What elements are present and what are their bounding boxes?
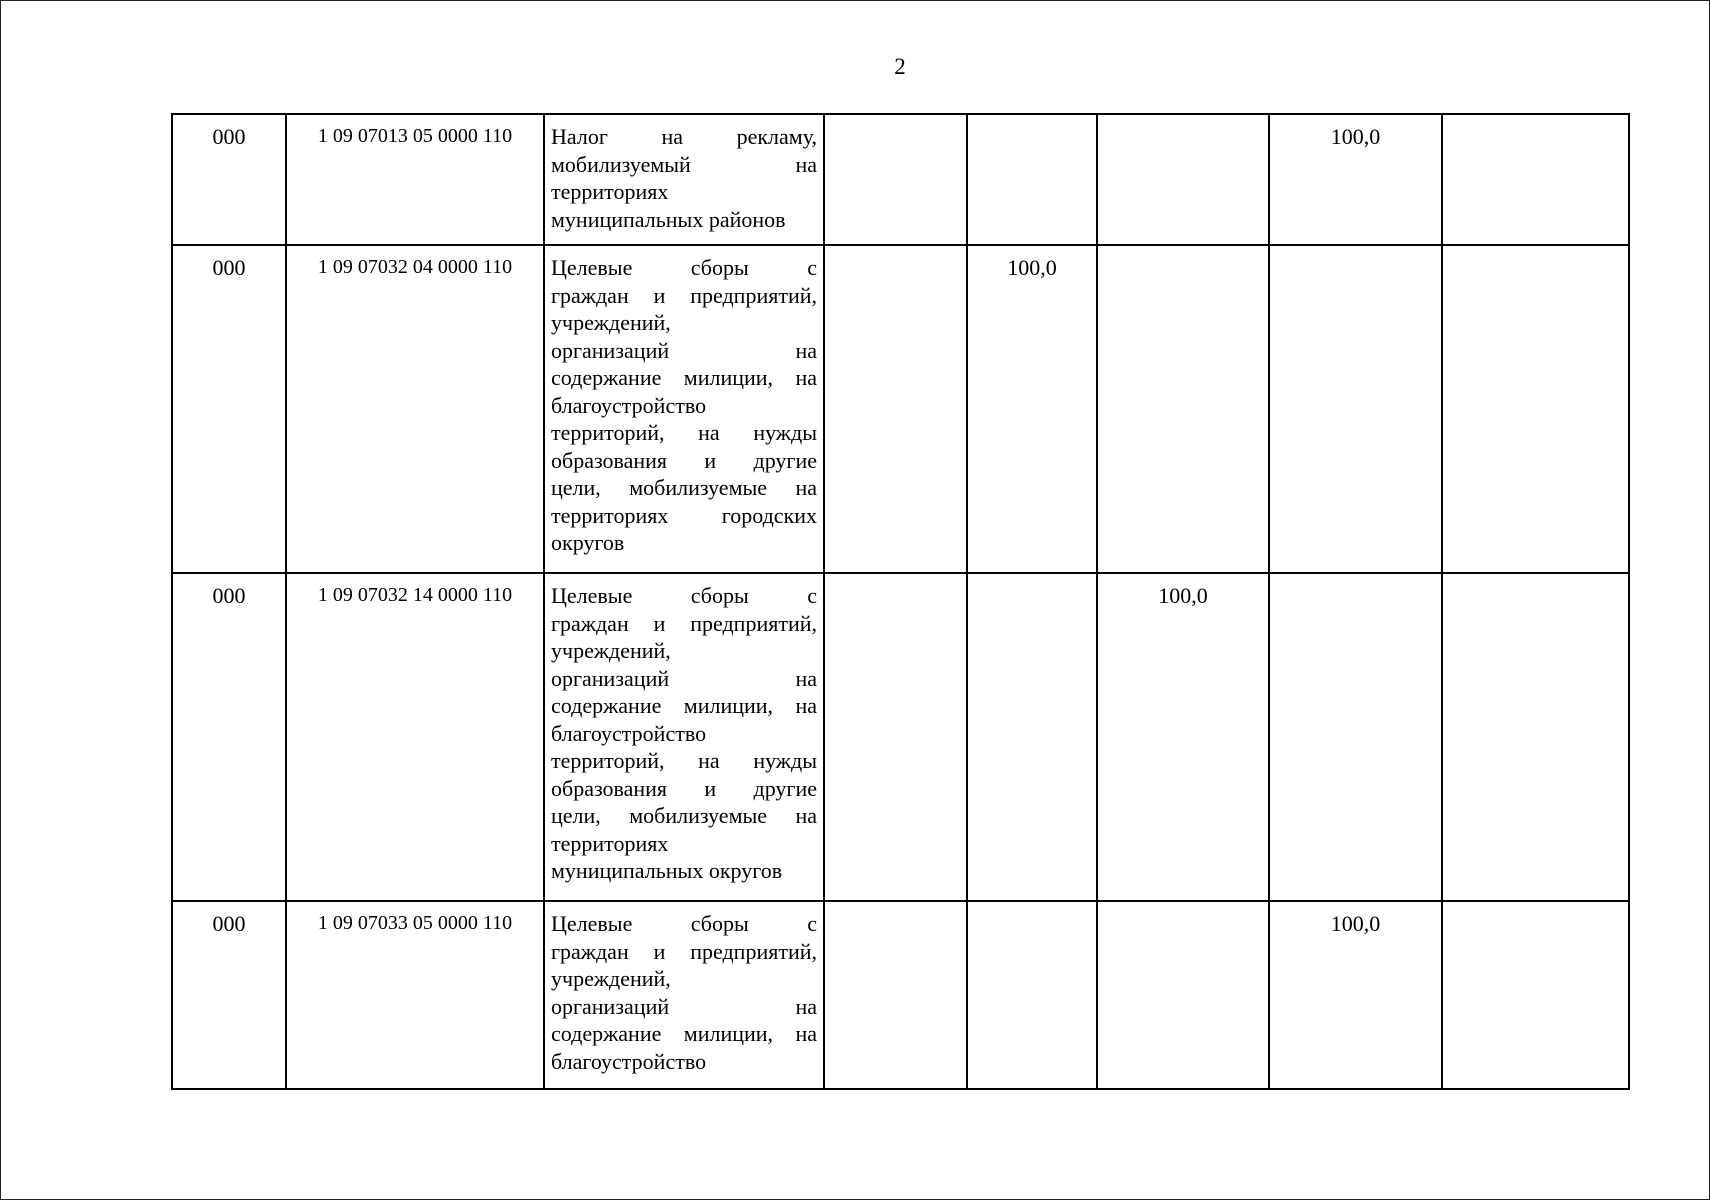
description-line: организаций на [551,993,817,1019]
amount-cell-2 [967,114,1097,245]
description-line: содержание милиции, на [551,693,817,718]
description-line: территорий, на нужды [551,420,817,445]
amount-cell-5 [1442,245,1629,573]
amount-cell-2: 100,0 [967,245,1097,573]
description-line: благоустройство [551,1048,707,1074]
amount-cell-1 [824,114,967,245]
amount-cell-4 [1269,573,1442,901]
description-line: организаций на [551,665,817,691]
amount-cell-4: 100,0 [1269,901,1442,1089]
amount-cell-2 [967,573,1097,901]
description-line: Налог на рекламу, [551,124,817,149]
description-line: содержание милиции, на [551,1021,817,1046]
description-cell [544,901,824,1089]
admin-code-cell: 000 [172,573,286,901]
amount-cell-5 [1442,114,1629,245]
amount-cell-4: 100,0 [1269,114,1442,245]
page-number: 2 [894,54,906,79]
table-body [172,114,1629,1089]
table-row [172,114,1629,245]
description-line: территориях городских [551,502,817,528]
amount-cell-2 [967,901,1097,1089]
description-line: граждан и предприятий, [551,610,817,636]
description-line: Целевые сборы с [551,911,817,936]
amount-cell-5 [1442,573,1629,901]
amount-cell-3: 100,0 [1097,573,1269,901]
description-line: учреждений, [551,638,671,663]
admin-code-cell: 000 [172,114,286,245]
table-row [172,573,1629,901]
table-row [172,901,1629,1089]
description-cell [544,245,824,573]
kbk-code-cell: 1 09 07032 14 0000 110 [286,573,544,901]
description-line: организаций на [551,337,817,363]
description-line: Целевые сборы с [551,583,817,608]
description-cell [544,114,824,245]
description-line: граждан и предприятий, [551,282,817,308]
description-line: благоустройство [551,392,707,418]
description-line: учреждений, [551,310,671,335]
description-line: муниципальных районов [551,206,786,232]
amount-cell-5 [1442,901,1629,1089]
description-line: образования и другие [551,447,817,473]
amount-cell-4 [1269,245,1442,573]
revenue-table [171,113,1630,1090]
amount-cell-1 [824,573,967,901]
description-line: цели, мобилизуемые на [551,475,817,500]
description-line: мобилизуемый на [551,151,817,177]
amount-cell-3 [1097,114,1269,245]
description-line: содержание милиции, на [551,365,817,390]
description-line: округов [551,530,625,555]
kbk-code-cell: 1 09 07032 04 0000 110 [286,245,544,573]
description-line: Целевые сборы с [551,255,817,280]
description-cell [544,573,824,901]
admin-code-cell: 000 [172,245,286,573]
kbk-code-cell: 1 09 07033 05 0000 110 [286,901,544,1089]
amount-cell-3 [1097,901,1269,1089]
description-line: территориях [551,830,669,856]
description-line: территорий, на нужды [551,748,817,773]
amount-cell-1 [824,901,967,1089]
description-line: территориях [551,179,669,204]
description-line: граждан и предприятий, [551,938,817,964]
admin-code-cell: 000 [172,901,286,1089]
description-line: учреждений, [551,966,671,991]
description-line: образования и другие [551,775,817,801]
description-line: муниципальных округов [551,858,783,883]
table-row [172,245,1629,573]
description-line: цели, мобилизуемые на [551,803,817,828]
kbk-code-cell: 1 09 07013 05 0000 110 [286,114,544,245]
description-line: благоустройство [551,720,707,746]
amount-cell-3 [1097,245,1269,573]
amount-cell-1 [824,245,967,573]
